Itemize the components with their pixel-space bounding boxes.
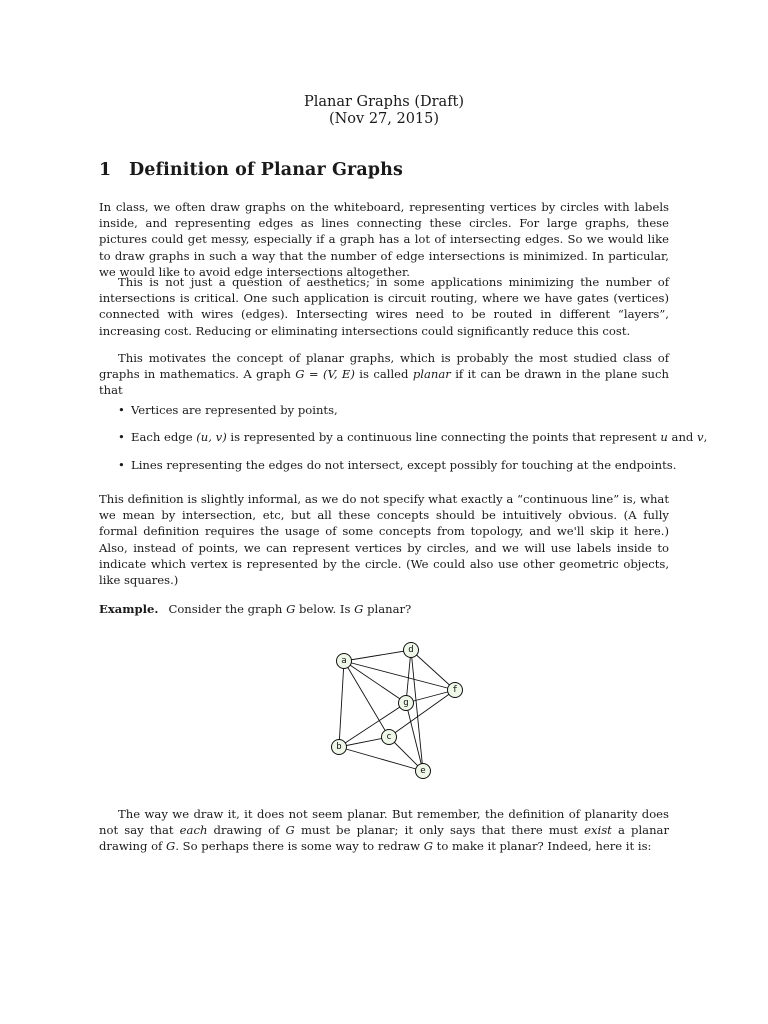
bullet-item	[118, 402, 338, 418]
bullet-3-text: Lines representing the edges do not intersect, except possibly for touching at the endpoints.	[131, 458, 677, 472]
graph-vertex-b	[332, 740, 347, 755]
example-g2: G	[354, 602, 364, 616]
p5-text-c: must be planar; it only says that there must	[294, 823, 585, 838]
bullet-2-text-d: ,	[703, 430, 708, 444]
bullet-item	[118, 429, 707, 445]
section-heading	[99, 160, 403, 180]
paragraph-4: This definition is slightly informal, as we do not specify what exactly a “continuous line” is, what we mean by intersection, etc, but all these concepts should be intuitively obvious. (A fully formal definition requires the usage of some concepts from topology, and we'll skip it here.) Also, instead of points, we can represent vertices by circles, and we will use labels inside to indicate which vertex is represented by the circle. (We could also use other geometric objects, like squares.)	[99, 492, 669, 588]
p5-text-f: to make it planar? Indeed, here it is:	[433, 839, 652, 854]
paragraph-3	[99, 350, 669, 399]
graph-figure	[325, 638, 475, 783]
bullet-icon: •	[118, 403, 125, 417]
graph-vertex-d	[404, 643, 419, 658]
graph-vertex-label: e	[420, 766, 426, 776]
graph-vertex-label: b	[336, 742, 342, 752]
graph-edge-a-f	[344, 661, 455, 690]
graph-edge-c-f	[389, 690, 455, 737]
title-date: (Nov 27, 2015)	[328, 111, 440, 127]
paragraph-2: This is not just a question of aesthetics; in some applications minimizing the number of intersections is critical. One such application is circuit routing, where we have gates (vertices) connected with wires (edges). Intersecting wires need to be routed in different “layers”, increasing cost. Reducing or eliminating intersections could significantly reduce this cost.	[99, 275, 669, 338]
paragraph-intro	[99, 199, 669, 280]
bullet-2-text-a: Each edge	[131, 430, 197, 444]
bullet-2-math: (u, v)	[196, 430, 227, 444]
graph-edge-a-b	[339, 661, 344, 747]
section-number: 1	[99, 160, 112, 180]
p5-g1: G	[285, 823, 295, 838]
p5-text-a: The way we draw it, it does not seem planar. But remember, the definition of planarity does not say that	[99, 807, 669, 838]
graph-vertex-label: d	[408, 645, 414, 655]
graph-vertex-label: c	[386, 732, 392, 742]
graph-edge-d-e	[411, 650, 423, 771]
graph-vertex-label: g	[403, 698, 409, 708]
paragraph-aesthetics	[99, 274, 669, 339]
paragraph-5	[99, 806, 669, 855]
graph-vertex-e	[416, 764, 431, 779]
graph-edge-a-d	[344, 650, 411, 661]
example-line	[99, 601, 411, 617]
graph-vertex-label: f	[452, 685, 458, 695]
graph-vertex-g	[399, 696, 414, 711]
graph-vertex-c	[382, 730, 397, 745]
bullet-icon: •	[118, 430, 125, 444]
p3-planar-emph: planar	[412, 367, 451, 382]
example-text-b: below. Is	[295, 602, 355, 616]
bullet-item	[118, 457, 676, 473]
p5-text-e: . So perhaps there is some way to redraw	[175, 839, 424, 854]
bullet-icon: •	[118, 458, 125, 472]
section-title: Definition of Planar Graphs	[129, 160, 403, 180]
p3-text-c: if it can be drawn in the plane such that	[99, 367, 669, 398]
graph-edge-a-c	[344, 661, 389, 737]
paragraph-1: In class, we often draw graphs on the whiteboard, representing vertices by circles with labels inside, and representing edges as lines connecting these circles. For large graphs, these pictures could get messy, especially if a graph has a lot of intersecting edges. So we would like to draw graphs in such a way that the number of edge intersections is minimized. In particular, we would like to avoid edge intersections altogether.	[99, 200, 669, 279]
graph-vertex-f	[448, 683, 463, 698]
title-line-1: Planar Graphs (Draft)	[303, 94, 465, 110]
bullet-2-text-c: and	[667, 430, 698, 444]
example-text-a: Consider the graph	[168, 602, 287, 616]
p5-text-d: a planar drawing of	[99, 823, 670, 854]
bullet-2-text-b: is represented by a continuous line connecting the points that represent	[226, 430, 661, 444]
p5-exist-emph: exist	[584, 823, 612, 838]
example-label: Example.	[99, 602, 159, 616]
bullet-2-u: u	[660, 430, 668, 444]
paragraph-informal	[99, 491, 669, 588]
p5-g3: G	[423, 839, 433, 854]
graph-vertex-a	[337, 654, 352, 669]
paragraph-definition	[99, 350, 669, 399]
p3-text-b: is called	[354, 367, 413, 382]
document-title	[0, 94, 768, 128]
bullet-1-text: Vertices are represented by points,	[131, 403, 338, 417]
example-text-c: planar?	[363, 602, 412, 616]
p5-text-b: drawing of	[207, 823, 286, 838]
p3-math: G = (V, E)	[295, 367, 355, 382]
p5-each-emph: each	[179, 823, 208, 838]
graph-edge-e-g	[406, 703, 423, 771]
example-g1: G	[286, 602, 296, 616]
paragraph-redraw	[99, 806, 669, 855]
graph-edge-a-g	[344, 661, 406, 703]
p5-g2: G	[166, 839, 176, 854]
p3-text-a: This motivates the concept of planar graphs, which is probably the most studied class of graphs in mathematics. A graph	[99, 351, 669, 382]
bullet-2-v: v	[697, 430, 704, 444]
graph-vertex-label: a	[341, 656, 347, 666]
